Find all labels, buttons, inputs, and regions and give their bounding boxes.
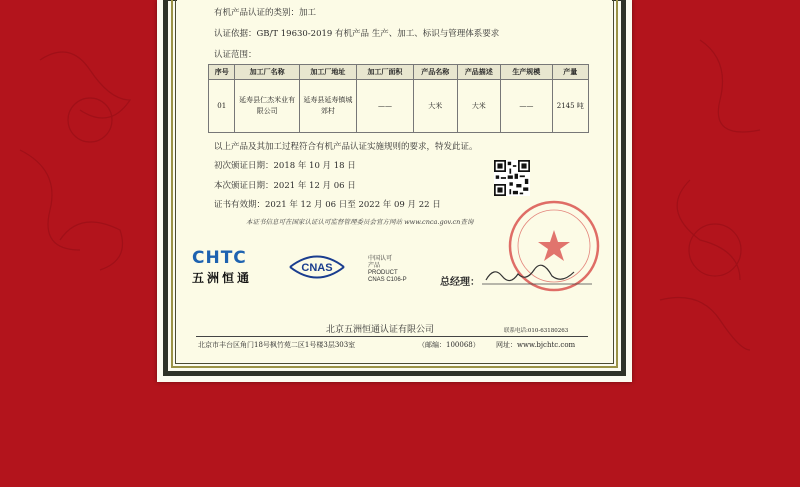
chtc-logo: [192, 248, 252, 286]
company-name: 北京五洲恒通认证有限公司: [326, 325, 435, 335]
cell-no: 01: [209, 80, 235, 133]
cell-area: ——: [356, 80, 413, 133]
company-postcode: （邮编：100068）: [418, 341, 480, 349]
statement: 以上产品及其加工过程符合有机产品认证实施规则的要求，特发此证。: [214, 142, 478, 152]
cell-factory-address: 延寿县延寿镇城郊村: [299, 80, 356, 133]
company-phone: 联系电话:010-63180263: [504, 328, 569, 334]
col-header: 产品名称: [414, 65, 458, 80]
this-issue-date: 本次颁证日期：2021 年 12 月 06 日: [214, 181, 356, 191]
cnas-logo: [286, 250, 348, 284]
scope-label: 认证范围：: [214, 50, 257, 60]
first-issue-date: 初次颁证日期：2018 年 10 月 18 日: [214, 161, 356, 171]
qr-code: [494, 160, 530, 196]
col-header: 产品描述: [457, 65, 501, 80]
col-header: 加工厂面积: [356, 65, 413, 80]
validity-period: 证书有效期：2021 年 12 月 06 日至 2022 年 09 月 22 日: [214, 200, 441, 210]
certification-table: [208, 64, 589, 133]
cnas-line: CNAS C106-P: [368, 277, 407, 283]
cell-factory-name: 延寿县仁杰米业有限公司: [235, 80, 300, 133]
cnas-line: PRODUCT: [368, 270, 398, 276]
cell-scale: ——: [501, 80, 552, 133]
cell-product-name: 大米: [414, 80, 458, 133]
table-header-row: [209, 65, 589, 80]
category-line: 有机产品认证的类别：加工: [214, 8, 317, 18]
company-website: 网址：www.bjchtc.com: [496, 341, 576, 349]
cell-output: 2145 吨: [552, 80, 588, 133]
col-header: 产量: [552, 65, 588, 80]
col-header: 序号: [209, 65, 235, 80]
company-address: 北京市丰台区角门18号枫竹苑二区1号楼3层303室: [198, 341, 356, 349]
cnas-line: 中国认可: [368, 256, 393, 262]
cnas-logo-word: CNAS: [301, 262, 333, 274]
footer-divider: [196, 336, 588, 337]
manager-label: 总经理：: [440, 277, 480, 288]
col-header: 加工厂地址: [299, 65, 356, 80]
basis-line: 认证依据：GB/T 19630-2019 有机产品 生产、加工、标识与管理体系要求: [214, 29, 500, 39]
cell-product-desc: 大米: [457, 80, 501, 133]
manager-signature: [482, 262, 592, 288]
chtc-logo-word: CHTC: [192, 248, 247, 268]
col-header: 加工厂名称: [235, 65, 300, 80]
chtc-logo-cn: 五洲恒通: [192, 271, 253, 285]
table-row: [209, 80, 589, 133]
cnas-info: [368, 256, 407, 284]
cnas-line: 产品: [368, 263, 381, 269]
verify-note: 本证书信息可在国家认证认可监督管理委员会官方网站 www.cnca.gov.cn查询: [246, 218, 474, 226]
col-header: 生产规模: [501, 65, 552, 80]
